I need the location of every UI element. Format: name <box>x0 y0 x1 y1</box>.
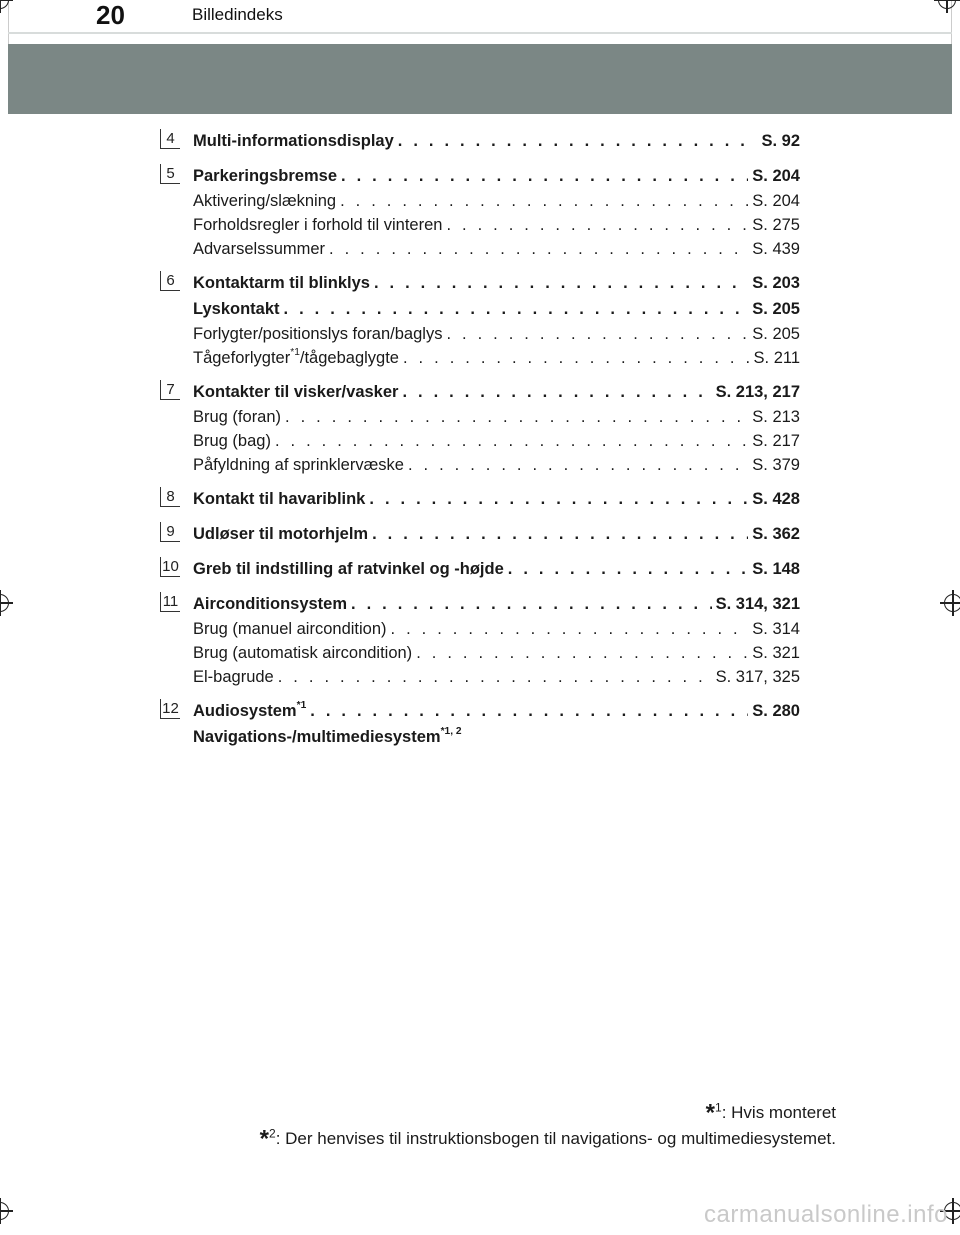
index-group <box>160 591 800 689</box>
entry-label: Airconditionsystem <box>193 595 348 613</box>
footnote-text: : Der henvises til instruktionsbogen til navigations- og multimediesystemet. <box>275 1129 836 1148</box>
entry-label: Kontakter til visker/vasker <box>193 383 399 401</box>
page-reference: S. 379 <box>752 456 800 474</box>
page-reference: S. 92 <box>761 132 800 150</box>
callout-number: 5 <box>160 164 180 184</box>
index-group <box>160 128 800 154</box>
index-heading <box>193 379 800 405</box>
page-reference: S. 148 <box>752 560 800 578</box>
index-subentry <box>193 237 800 261</box>
callout-number: 6 <box>160 271 180 291</box>
dot-leader <box>278 665 712 689</box>
dot-leader <box>402 379 711 405</box>
callout-number: 11 <box>160 592 180 612</box>
dot-leader <box>275 429 748 453</box>
callout-number: 8 <box>160 487 180 507</box>
dot-leader <box>340 189 748 213</box>
entry-label: Brug (manuel aircondition) <box>193 620 387 638</box>
index-heading <box>193 296 800 322</box>
page-reference: S. 275 <box>752 216 800 234</box>
entry-label: Kontakt til havariblink <box>193 490 366 508</box>
dot-leader <box>391 617 749 641</box>
page-reference: S. 205 <box>752 300 800 318</box>
footnote-ref: *1 <box>296 699 307 711</box>
entry-label-text: Audiosystem <box>193 702 297 720</box>
page-reference: S. 213, 217 <box>715 383 800 401</box>
dot-leader <box>446 213 748 237</box>
dot-leader <box>403 346 750 370</box>
dot-leader <box>351 591 712 617</box>
index-heading <box>193 556 800 582</box>
entry-label: Lyskontakt <box>193 300 280 318</box>
page-number: 20 <box>96 0 125 30</box>
index-subentry <box>193 322 800 346</box>
dot-leader <box>398 128 758 154</box>
footnote-ref: *1, 2 <box>440 725 462 737</box>
footnote-star: * <box>259 1125 269 1153</box>
page-reference: S. 439 <box>752 240 800 258</box>
index-subentry <box>193 405 800 429</box>
dot-leader <box>508 556 749 582</box>
index-group <box>160 270 800 370</box>
page-reference: S. 428 <box>752 490 800 508</box>
footnote-ref: *1 <box>290 346 300 358</box>
header-band <box>8 44 952 114</box>
dot-leader <box>446 322 748 346</box>
index-subentry <box>193 453 800 477</box>
footnotes <box>260 1100 836 1152</box>
index-subentry <box>193 346 800 370</box>
footnote-number: 2 <box>269 1126 276 1141</box>
registration-mark-icon <box>0 0 13 13</box>
index-subentry <box>193 641 800 665</box>
header-divider <box>8 32 952 34</box>
dot-leader <box>408 453 748 477</box>
index-subentry <box>193 213 800 237</box>
index-group <box>160 163 800 261</box>
footnote-line <box>260 1100 836 1126</box>
callout-number: 7 <box>160 380 180 400</box>
dot-leader <box>372 521 748 547</box>
dot-leader <box>341 163 748 189</box>
entry-label: Udløser til motorhjelm <box>193 525 369 543</box>
watermark: carmanualsonline.info <box>704 1201 948 1228</box>
callout-number: 12 <box>160 699 180 719</box>
registration-mark-icon <box>934 0 960 13</box>
page-reference: S. 362 <box>752 525 800 543</box>
entry-label: Advarselssummer <box>193 240 326 258</box>
index-group <box>160 379 800 477</box>
page-reference: S. 280 <box>752 702 800 720</box>
page-reference: S. 321 <box>752 644 800 662</box>
index-heading <box>193 270 800 296</box>
index-group <box>160 521 800 547</box>
callout-number: 4 <box>160 129 180 149</box>
footnote-number: 1 <box>715 1100 722 1115</box>
entry-label: Brug (foran) <box>193 408 282 426</box>
index-heading <box>193 163 800 189</box>
entry-label: Brug (automatisk aircondition) <box>193 644 413 662</box>
index-group <box>160 698 800 750</box>
index-heading <box>193 591 800 617</box>
dot-leader <box>284 296 749 322</box>
callout-number: 9 <box>160 522 180 542</box>
entry-label: Brug (bag) <box>193 432 271 450</box>
page-reference: S. 217 <box>752 432 800 450</box>
dot-leader <box>285 405 748 429</box>
entry-label <box>193 698 306 724</box>
entry-label-text: Tågeforlygter <box>193 349 291 367</box>
entry-label-text: Navigations-/multimediesystem <box>193 728 441 746</box>
registration-mark-icon <box>0 590 13 616</box>
page-reference: S. 204 <box>752 167 800 185</box>
section-title: Billedindeks <box>192 5 283 24</box>
index-subentry <box>193 189 800 213</box>
dot-leader <box>369 486 748 512</box>
index-subentry <box>193 617 800 641</box>
page-reference: S. 317, 325 <box>715 668 800 686</box>
dot-leader <box>374 270 748 296</box>
index-heading <box>193 698 800 724</box>
page-reference: S. 314, 321 <box>715 595 800 613</box>
entry-label <box>193 346 399 370</box>
entry-label: Kontaktarm til blinklys <box>193 274 370 292</box>
index-heading <box>193 128 800 154</box>
entry-label: El-bagrude <box>193 668 274 686</box>
index-subentry <box>193 429 800 453</box>
entry-label: Påfyldning af sprinklervæske <box>193 456 404 474</box>
entry-label <box>193 724 462 750</box>
dot-leader <box>329 237 748 261</box>
entry-label: Forholdsregler i forhold til vinteren <box>193 216 443 234</box>
index-group <box>160 556 800 582</box>
index-heading <box>193 724 800 750</box>
callout-number: 10 <box>160 557 180 577</box>
footnote-text: : Hvis monteret <box>721 1103 836 1122</box>
index-subentry <box>193 665 800 689</box>
entry-label-text: /tågebaglygte <box>299 349 399 367</box>
page-reference: S. 211 <box>753 349 800 367</box>
index-list <box>160 128 800 759</box>
footnote-star: * <box>705 1099 715 1127</box>
entry-label: Aktivering/slækning <box>193 192 337 210</box>
index-heading <box>193 521 800 547</box>
page-reference: S. 204 <box>752 192 800 210</box>
footnote-line <box>260 1126 836 1152</box>
dot-leader <box>416 641 748 665</box>
dot-leader <box>310 698 748 724</box>
registration-mark-icon <box>940 590 960 616</box>
entry-label: Greb til indstilling af ratvinkel og -højde <box>193 560 504 578</box>
page-reference: S. 314 <box>752 620 800 638</box>
registration-mark-icon <box>0 1198 13 1224</box>
entry-label: Parkeringsbremse <box>193 167 337 185</box>
entry-label: Forlygter/positionslys foran/baglys <box>193 325 443 343</box>
page-reference: S. 205 <box>752 325 800 343</box>
index-group <box>160 486 800 512</box>
page-reference: S. 203 <box>752 274 800 292</box>
index-heading <box>193 486 800 512</box>
entry-label: Multi-informationsdisplay <box>193 132 394 150</box>
page-reference: S. 213 <box>752 408 800 426</box>
